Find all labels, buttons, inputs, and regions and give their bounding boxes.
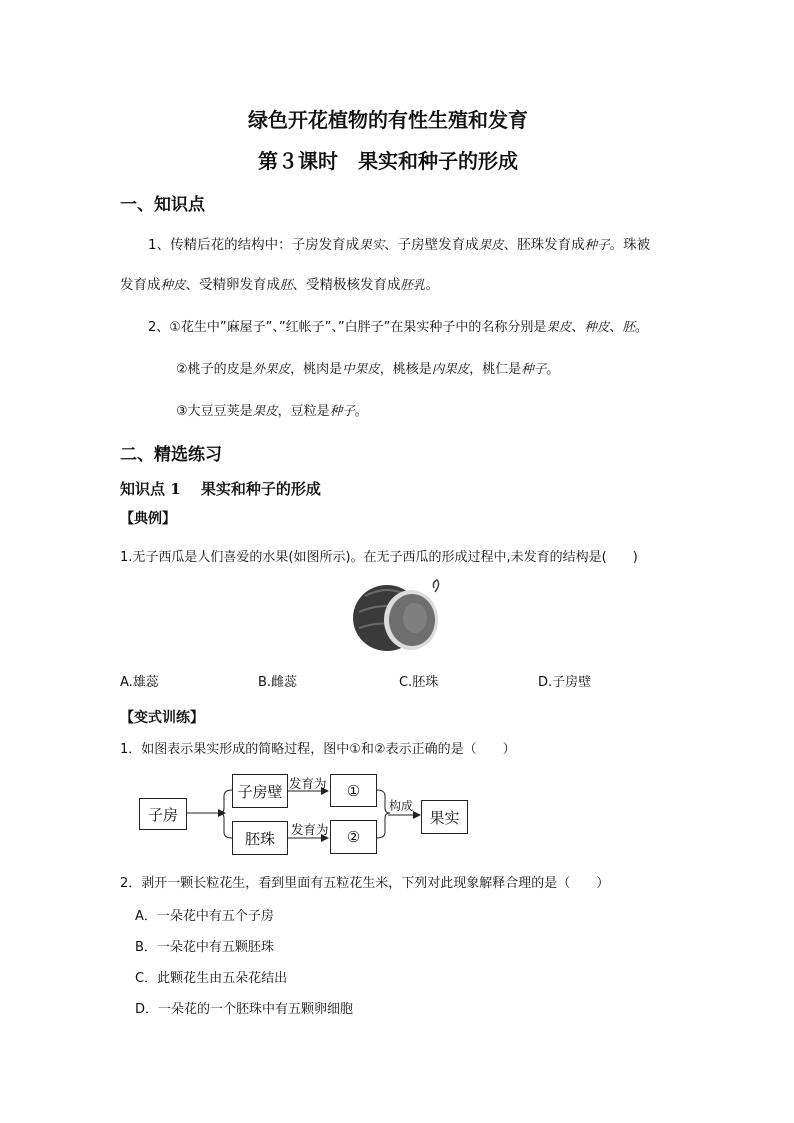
knowledge-point-heading: 知识点 1 果实和种子的形成 — [120, 480, 321, 498]
text-segment: ，桃肉是 — [290, 362, 343, 377]
text-segment: ，桃核是 — [379, 362, 432, 377]
example-option-c: C.胚珠 — [399, 675, 439, 690]
text-segment: ，桃仁是 — [469, 362, 522, 377]
q2-option-a: A．一朵花中有五个子房 — [135, 909, 274, 924]
example-option-a: A.雄蕊 — [120, 675, 159, 690]
node-peizhu: 胚珠 — [232, 821, 288, 855]
label-develop-2: 发育为 — [291, 822, 329, 837]
section-heading-knowledge: 一、知识点 — [120, 195, 205, 215]
text-segment: ②桃子的皮是 — [176, 362, 253, 377]
text-segment: 。 — [354, 404, 368, 419]
answer-text: 果皮 — [546, 319, 572, 334]
text-segment: 、子房壁发育成 — [384, 237, 479, 253]
example-tag: 【典例】 — [120, 511, 176, 527]
variant-question-2: 2．剥开一颗长粒花生，看到里面有五粒花生米，下列对此现象解释合理的是（ ） — [120, 876, 610, 891]
answer-text: 种子 — [521, 361, 547, 376]
variant-tag: 【变式训练】 — [120, 710, 204, 726]
text-segment: 。 — [634, 320, 648, 335]
answer-text: 果皮 — [252, 403, 278, 418]
answer-text: 种皮 — [584, 319, 610, 334]
text-segment: 、受精极核发育成 — [292, 277, 401, 293]
answer-text: 胚 — [622, 319, 635, 334]
text-segment: 。 — [546, 362, 560, 377]
answer-text: 果皮 — [478, 237, 504, 252]
answer-text: 种子 — [584, 237, 610, 252]
q2-option-b: B．一朵花中有五颗胚珠 — [135, 940, 274, 955]
node-guoshi: 果实 — [421, 800, 468, 834]
text-segment: 发育成 — [120, 277, 161, 293]
text-segment: 、 — [571, 320, 585, 335]
answer-text: 果实 — [359, 237, 385, 252]
node-blank-1: ① — [330, 774, 377, 807]
node-zifangbi: 子房壁 — [232, 774, 288, 808]
answer-text: 胚乳 — [400, 277, 426, 292]
section-heading-practice: 二、精选练习 — [120, 445, 222, 465]
answer-text: 内果皮 — [431, 361, 470, 376]
text-segment: ，豆粒是 — [277, 404, 330, 419]
q2-option-c: C．此颗花生由五朵花结出 — [135, 971, 288, 986]
example-option-b: B.雌蕊 — [258, 675, 298, 690]
example-question: 1.无子西瓜是人们喜爱的水果(如图所示)。在无子西瓜的形成过程中,未发育的结构是( ) — [120, 550, 638, 565]
left-bracket — [219, 790, 232, 838]
text-segment: 1、传精后花的结构中：子房发育成 — [148, 237, 360, 253]
page-title: 绿色开花植物的有性生殖和发育 — [248, 108, 528, 132]
text-segment: 、 — [609, 320, 623, 335]
node-blank-2: ② — [330, 820, 377, 854]
node-zifang: 子房 — [139, 798, 187, 830]
text-segment: 2、①花生中”麻屋子”、”红帐子”、”白胖子”在果实种子中的名称分别是 — [148, 320, 547, 335]
text-segment: ③大豆豆荚是 — [176, 404, 253, 419]
answer-text: 种子 — [329, 403, 355, 418]
text-segment: 。珠被 — [609, 237, 651, 253]
variant-question-1: 1．如图表示果实形成的简略过程，图中①和②表示正确的是（ ） — [120, 742, 516, 757]
answer-text: 种皮 — [160, 277, 186, 292]
answer-text: 外果皮 — [252, 361, 291, 376]
page-subtitle: 第３课时 果实和种子的形成 — [258, 149, 518, 173]
text-segment: 。 — [425, 277, 440, 293]
text-segment: 、受精卵发育成 — [185, 277, 281, 293]
label-constitute: 构成 — [389, 799, 414, 813]
answer-text: 胚 — [280, 277, 293, 292]
text-segment: 、胚珠发育成 — [503, 237, 585, 253]
example-option-d: D.子房壁 — [538, 675, 592, 690]
label-develop-1: 发育为 — [289, 776, 327, 791]
q2-option-d: D．一朵花的一个胚珠中有五颗卵细胞 — [135, 1002, 354, 1017]
answer-text: 中果皮 — [342, 361, 380, 376]
